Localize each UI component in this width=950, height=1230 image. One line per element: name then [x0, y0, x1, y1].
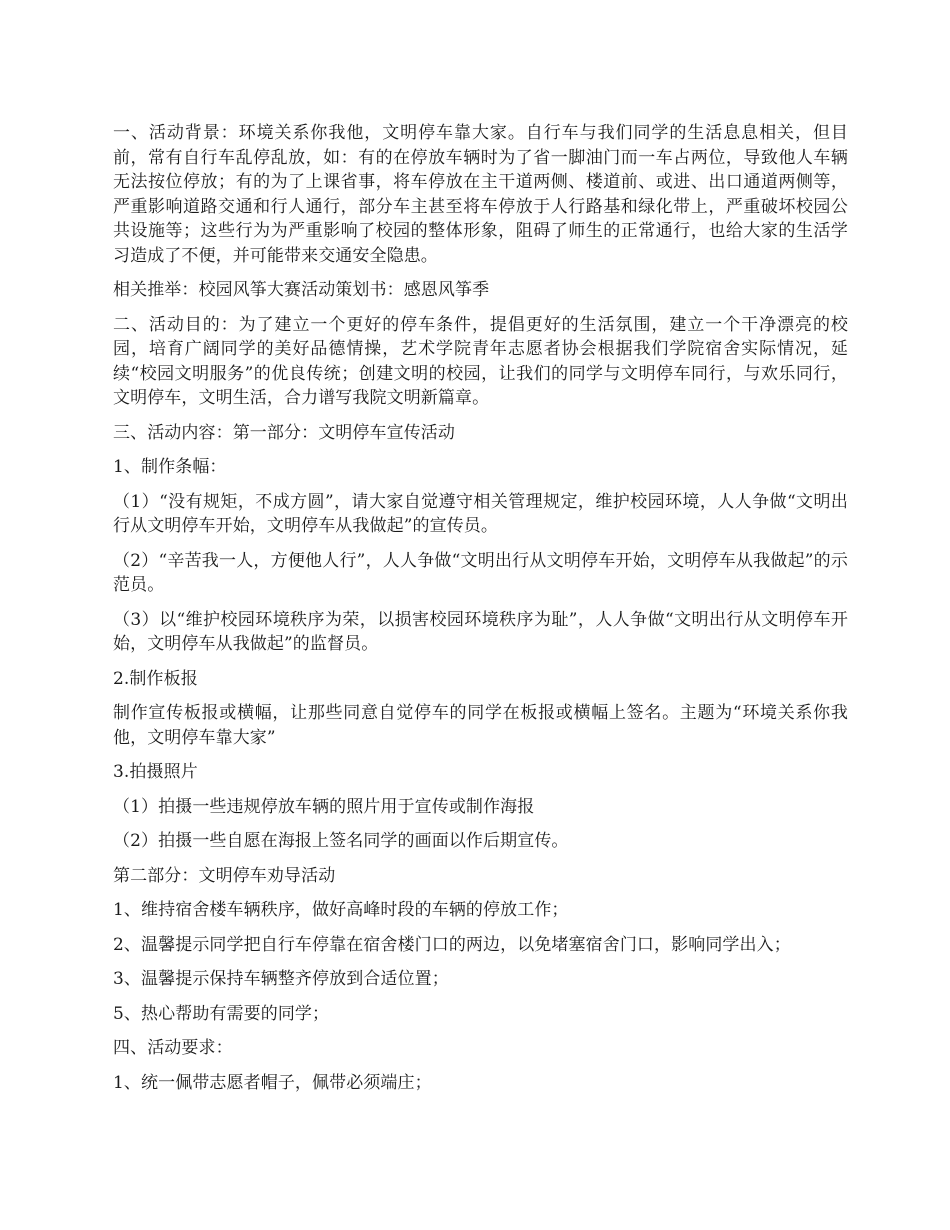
- paragraph-part-two-item-5: 5、热心帮助有需要的同学；: [113, 1003, 330, 1024]
- paragraph-photo-item-1: （1）拍摄一些违规停放车辆的照片用于宣传或制作海报: [113, 796, 535, 817]
- paragraph-part-two-item-3: 3、温馨提示保持车辆整齐停放到合适位置；: [113, 969, 449, 989]
- paragraph-part-two-item-1: 1、维持宿舍楼车辆秩序，做好高峰时段的车辆的停放工作；: [113, 900, 569, 920]
- paragraph-board-body: 制作宣传板报或横幅，让那些同意自觉停车的同学在板报或横幅上签名。主题为“环境关系你我他，文明停车靠大家”: [113, 703, 848, 748]
- paragraph-content-heading: 三、活动内容：第一部分：文明停车宣传活动: [113, 422, 455, 443]
- paragraph-requirements-heading: 四、活动要求：: [113, 1038, 233, 1058]
- paragraph-board-heading: 2.制作板报: [113, 668, 198, 689]
- paragraph-photo-item-2: （2）拍摄一些自愿在海报上签名同学的画面以作后期宣传。: [113, 831, 569, 851]
- paragraph-purpose: 二、活动目的：为了建立一个更好的停车条件，提倡更好的生活氛围，建立一个干净漂亮的校园，培育广阔同学的美好品德情操，艺术学院青年志愿者协会根据我们学院宿舍实际情况，延续“校园文明服务”的优良传统；创建文明的校园，让我们的同学与文明停车同行，与欢乐同行，文明停车，文明生活，合力谱写我院文明新篇章。: [113, 314, 848, 408]
- paragraph-banner-item-2: （2）“辛苦我一人，方便他人行”，人人争做“文明出行从文明停车开始，文明停车从我做起”的示范员。: [113, 550, 848, 595]
- document-page: [113, 121, 848, 1105]
- paragraph-requirements-item-1: 1、统一佩带志愿者帽子，佩带必须端庄；: [113, 1072, 432, 1093]
- paragraph-banner-heading: 1、制作条幅：: [113, 457, 227, 477]
- paragraph-part-two-item-2: 2、温馨提示同学把自行车停靠在宿舍楼门口的两边，以免堵塞宿舍门口，影响同学出入；: [113, 934, 791, 955]
- paragraph-related-recommendation: 相关推举：校园风筝大赛活动策划书：感恩风筝季: [113, 280, 490, 300]
- paragraph-part-two-heading: 第二部分：文明停车劝导活动: [113, 865, 336, 886]
- paragraph-background: 一、活动背景：环境关系你我他，文明停车靠大家。自行车与我们同学的生活息息相关，但目前，常有自行车乱停乱放，如：有的在停放车辆时为了省一脚油门而一车占两位，导致他人车辆无法按位停放；有的为了上课省事，将车停放在主干道两侧、楼道前、或进、出口通道两侧等，严重影响道路交通和行人通行，部分车主甚至将车停放于人行路基和绿化带上，严重破坏校园公共设施等；这些行为为严重影响了校园的整体形象，阻碍了师生的正常通行，也给大家的生活学习造成了不便，并可能带来交通安全隐患。: [113, 123, 848, 266]
- paragraph-banner-item-1: （1）“没有规矩，不成方圆”，请大家自觉遵守相关管理规定，维护校园环境，人人争做“文明出行从文明停车开始，文明停车从我做起”的宣传员。: [113, 491, 848, 536]
- paragraph-banner-item-3: （3）以“维护校园环境秩序为荣，以损害校园环境秩序为耻”，人人争做“文明出行从文明停车开始，文明停车从我做起”的监督员。: [113, 609, 848, 654]
- paragraph-photo-heading: 3.拍摄照片: [113, 762, 198, 782]
